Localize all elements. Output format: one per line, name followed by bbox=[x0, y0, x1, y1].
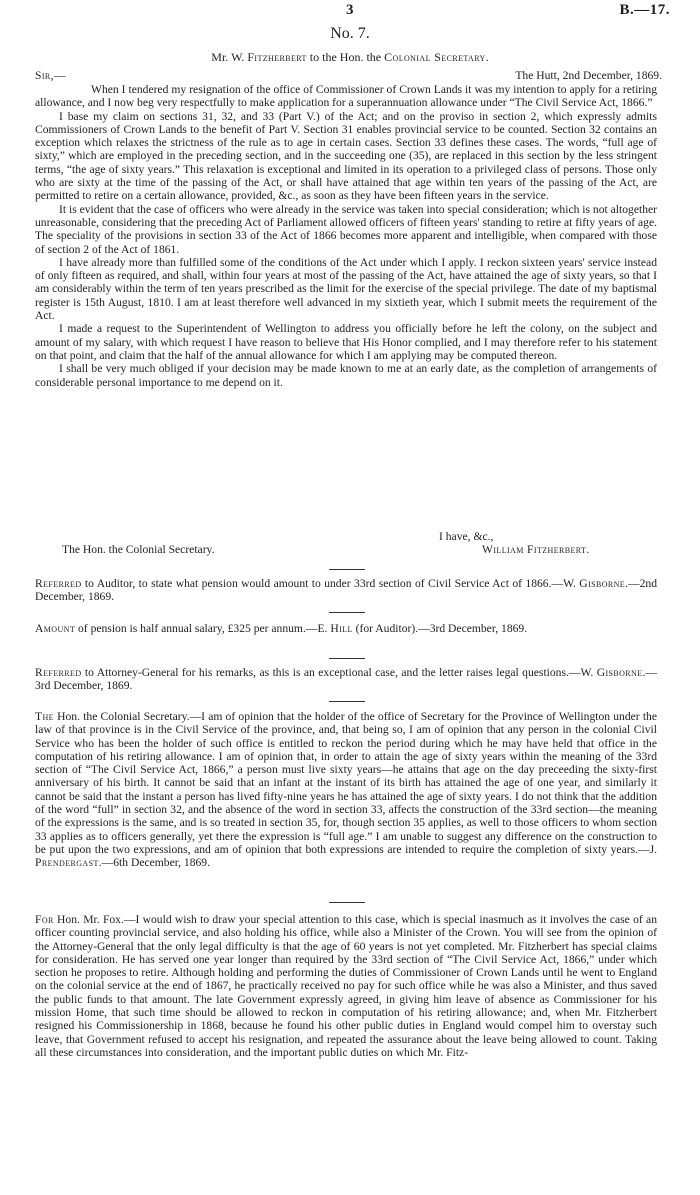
divider-rule bbox=[329, 658, 365, 659]
minute-attorney-opinion bbox=[35, 710, 657, 870]
minute-lead: Amount bbox=[35, 622, 76, 635]
page-number: 3 bbox=[346, 2, 354, 18]
letter-paragraph: It is evident that the case of officers who were already in the service was taken into special consideration; which is not altogether unreasonable, considering that the preceding Act of Parliament allowed officers of fifteen years' standing to retire at fifty years of age. The speciality of the provisions in section 33 of the Act of 1866 becomes more apparent and intelligible, when compared with those of section 2 of the Act of 1861. bbox=[35, 202, 657, 256]
divider-rule bbox=[329, 902, 365, 903]
minute-text: to Attorney-General for his remarks, as this is an exceptional case, and the letter raises legal questions.—W. bbox=[81, 666, 597, 679]
title-from-name: Fitzherbert bbox=[247, 50, 307, 64]
signature: William Fitzherbert. bbox=[482, 543, 590, 556]
addressee: The Hon. the Colonial Secretary. bbox=[62, 543, 215, 556]
minute-lead: The bbox=[35, 710, 54, 723]
minute-date: (for Auditor).—3rd December, 1869. bbox=[352, 622, 528, 635]
minute-signature: Prendergast bbox=[35, 856, 99, 870]
letter-paragraph: I have already more than fulfilled some of the conditions of the Act under which I apply. I reckon sixteen years' service instead of only fifteen as required, and shall, within four years at most of the passing of the Act, have attained the age of sixty years, so that I am considerably within the term of ten years prescribed as the limit for the exercise of the special privilege. The date of my baptismal register is 15th August, 1810. I am at least therefore well advanced in my sixtieth year, which I submit meets the requirement of the Act. bbox=[35, 255, 657, 323]
minute-text: to Auditor, to state what pension would amount to under 33rd section of Civil Service Act of 1866.—W. bbox=[81, 577, 580, 590]
title-suffix: . bbox=[485, 50, 489, 64]
place-date: The Hutt, 2nd December, 1869. bbox=[515, 69, 662, 82]
minute-referral-attorney bbox=[35, 666, 657, 693]
letter-title bbox=[0, 51, 700, 64]
title-mid: to the Hon. the bbox=[306, 50, 385, 64]
minute-date: .—2nd December, 1869. bbox=[35, 577, 657, 604]
minute-text: Hon. the Colonial Secretary.—I am of opinion that the holder of the office of Secretary for the Province of Wellington under the law of that province is in the Civil Service of the province, and, that being so, I am of opinion that any person in the colonial Civil Service who has been the holder of such office is entitled to reckon the period during which he may have held that office in the computation of his retiring allowance. I am of opinion that, in order to attain the age of sixty years within the meaning of the 33rd section of “The Civil Service Act, 1866,” a person must live sixty years—he attains that age on the day preceeding the sixty-first anniversary of his birth. It cannot be said that an infant at the instant of its birth has attained the age of one year, and similarly it cannot be said that the instant a person has lived fifty-nine years he has attained the age of sixty years. I do not think that the addition of the word “full” in section 32, and the absence of the word in section 33, affects the construction of the 33rd section—the meaning of the expressions is the same, and is so treated in section 35, for, though section 35 applies, as well to those officers to whom section 33 applies as to officers generally, yet there the expression is “full age.” I am unable to suggest any difference on the construction to be put upon the two expressions, and am of opinion that both expressions are intended to require the completion of sixty years.—J. bbox=[35, 710, 657, 856]
letter-paragraph: I made a request to the Superintendent of Wellington to address you officially before he left the colony, on the subject and amount of my salary, with which request I have reason to believe that His Honor complied, and I may therefore refer to his statement on that point, and claim that the half of the annual allowance for which I am applying may be computed thereon. bbox=[35, 322, 657, 362]
document-number: No. 7. bbox=[330, 25, 370, 42]
minute-for-hon-fox bbox=[35, 913, 657, 1059]
minute-auditor-amount bbox=[35, 622, 657, 635]
minute-signature: Gisborne bbox=[596, 666, 643, 679]
minute-date: .—3rd December, 1869. bbox=[35, 666, 657, 693]
letter-body bbox=[35, 83, 657, 389]
salutation: Sir,— bbox=[35, 69, 66, 82]
minute-signature: Hill bbox=[330, 622, 353, 635]
title-prefix: Mr. W. bbox=[211, 50, 248, 64]
minute-lead: Referred bbox=[35, 666, 82, 679]
divider-rule bbox=[329, 612, 365, 613]
letter-paragraph: I base my claim on sections 31, 32, and 33 (Part V.) of the Act; and on the proviso in section 2, which expressly admits Commissioners of Crown Lands to the benefit of Part V. Section 31 enables provincial service to be counted. Section 32 contains an exception which relaxes the strictness of the rule as to age in certain cases. Section 33 defines these cases. The words, “full age of sixty,” which are employed in the preceding section, and in the succeeding one (35), are replaced in this section by the less stringent terms, “the age of sixty years.” This relaxation is exceptional and limited in its operation to a privileged class of persons. Those only who are sixty at the time of the passing of the Act, or shall have attained that age within ten years of the passing of the Act, are permitted to retire on a certain allowance, provided, &c., as soon as they have been fifteen years in the service. bbox=[35, 109, 657, 203]
divider-rule bbox=[329, 569, 365, 570]
divider-rule bbox=[329, 701, 365, 702]
minute-lead: Referred bbox=[35, 577, 82, 590]
letter-paragraph: I shall be very much obliged if your decision may be made known to me at an early date, as the completion of arrangements of considerable personal importance to me depend on it. bbox=[35, 362, 657, 389]
minute-lead: For bbox=[35, 913, 54, 926]
closing: I have, &c., bbox=[439, 530, 494, 543]
minute-text: Hon. Mr. Fox.—I would wish to draw your special attention to this case, which is special inasmuch as it involves the case of an officer counting provincial service, and also holding his office, while also a Minister of the Crown. You will see from the opinion of the Attorney-General that the only legal difficulty is that the age of 60 years is not yet completed. Mr. Fitzherbert has special claims for consideration. He has served one year longer than required by the 33rd section of “The Civil Service Act, 1866,” under which section he proposes to retire. Although holding and performing the duties of Commissioner of Crown Lands until he went to England on the colonial service at the end of 1867, he practically received no pay for such office while he was also a Minister, and thus saved the public funds to that amount. The late Government expressly agreed, in giving him leave of absence as Commissioner for his mission Home, that such time should be allowed to reckon in computation of his retiring allowance; and, when Mr. Fitzherbert resigned his Commissionership in 1868, because he found his other public duties in England would compel him to overstay such leave, that Government refused to accept his resignation, and repeated the assurance about the leave being allowed to count. Taking all these circumstances into consideration, and the important public duties on which Mr. Fitz- bbox=[35, 913, 657, 1059]
minute-text: of pension is half annual salary, £325 per annum.—E. bbox=[75, 622, 331, 635]
minute-referral-auditor bbox=[35, 577, 657, 604]
minute-signature: Gisborne bbox=[579, 577, 626, 590]
title-to-name: Colonial Secretary bbox=[384, 50, 486, 64]
minute-date: .—6th December, 1869. bbox=[98, 856, 211, 870]
paper-reference: B.—17. bbox=[619, 2, 670, 18]
letter-paragraph: When I tendered my resignation of the office of Commissioner of Crown Lands it was my intention to apply for a retiring allowance, and I now beg very respectfully to make application for a superannuation allowance under “The Civil Service Act, 1866.” bbox=[35, 83, 657, 110]
